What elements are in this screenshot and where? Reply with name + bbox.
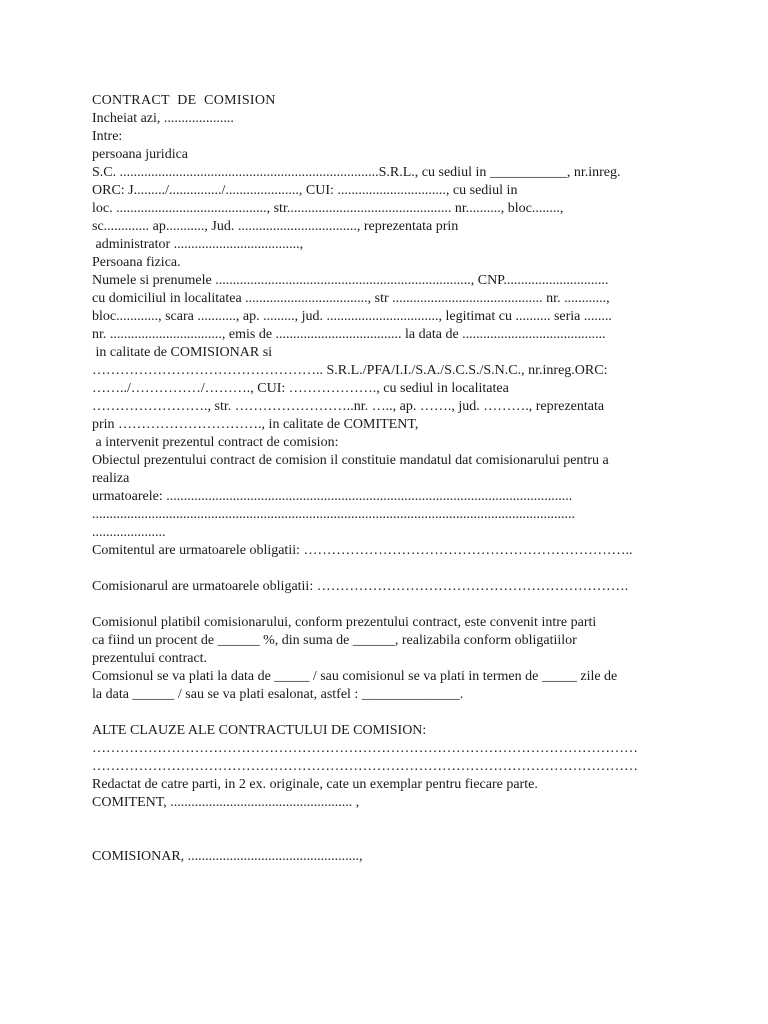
document-line: Intre: [92,129,123,144]
other-clauses-line: ……………………………………………………………………………………………………… [92,759,638,774]
contract-document [92,92,682,866]
spacer [92,560,682,578]
document-line: loc. ..........................................., str............................................... nr.........., bloc........, [92,201,564,216]
document-line: Incheiat azi, .................... [92,111,234,126]
document-line: .......................................................................................................................................... [92,507,575,522]
document-line: Numele si prenumele ........................................................................., CNP.............................. [92,273,609,288]
document-line: persoana juridica [92,147,189,162]
spacer [92,704,682,722]
document-line: urmatoarele: .................................................................................................................... [92,489,573,504]
document-line: in calitate de COMISIONAR si [92,345,273,360]
comisionar-obligations: Comisionarul are urmatoarele obligatii: …………………………………………………………. [92,579,629,594]
comitent-obligations: Comitentul are urmatoarele obligatii: …………………………………………………………….. [92,543,633,558]
document-line: prin …………………………., in calitate de COMITENT, [92,417,419,432]
payment-line: Comsionul se va plati la data de _____ / sau comisionul se va plati in termen de _____ zile de [92,669,618,684]
document-line: bloc............, scara ..........., ap. ........., jud. ................................, legitimat cu .......... seria ........ [92,309,612,324]
document-line: ..................... [92,525,166,540]
document-line: cu domiciliul in localitatea ..................................., str ........................................... nr. ............, [92,291,610,306]
spacer [92,596,682,614]
document-line: ORC: J........./.............../....................., CUI: ..............................., cu sediul in [92,183,518,198]
spacer [92,830,682,848]
document-title: CONTRACT DE COMISION [92,93,276,108]
document-line: sc............. ap..........., Jud. .................................., reprezentata prin [92,219,459,234]
spacer [92,812,682,830]
document-line: Obiectul prezentului contract de comision il constituie mandatul dat comisionarului pentru a [92,453,609,468]
other-clauses-line: ……………………………………………………………………………………………………… [92,741,638,756]
document-line: nr. ................................, emis de .................................... la data de ......................................... [92,327,606,342]
document-line: ……………………., str. ……………………..nr. ….., ap. ……., jud. ………., reprezentata [92,399,605,414]
comitent-signature: COMITENT, .................................................... , [92,795,360,810]
other-clauses-heading: ALTE CLAUZE ALE CONTRACTULUI DE COMISION: [92,723,427,738]
payment-line: Comisionul platibil comisionarului, conform prezentului contract, este convenit intre parti [92,615,597,630]
document-line: Persoana fizica. [92,255,181,270]
parties-section [92,110,682,542]
payment-section [92,614,682,704]
payment-line: prezentului contract. [92,651,208,666]
comisionar-signature: COMISIONAR, ................................................., [92,849,363,864]
document-line: S.C. ..........................................................................S.R.L., cu sediul in ___________, nr.inreg. [92,165,621,180]
document-line: a intervenit prezentul contract de comision: [92,435,339,450]
document-line: administrator ...................................., [92,237,304,252]
drafted-statement: Redactat de catre parti, in 2 ex. originale, cate un exemplar pentru fiecare parte. [92,777,538,792]
payment-line: ca fiind un procent de ______ %, din suma de ______, realizabila conform obligatiilor [92,633,577,648]
payment-line: la data ______ / sau se va plati esalonat, astfel : ______________. [92,687,464,702]
document-line: realiza [92,471,130,486]
document-line: ………………………………………….. S.R.L./PFA/I.I./S.A./S.C.S./S.N.C., nr.inreg.ORC: [92,363,608,378]
document-line: ……../……………/………., CUI: ………………., cu sediul in localitatea [92,381,509,396]
